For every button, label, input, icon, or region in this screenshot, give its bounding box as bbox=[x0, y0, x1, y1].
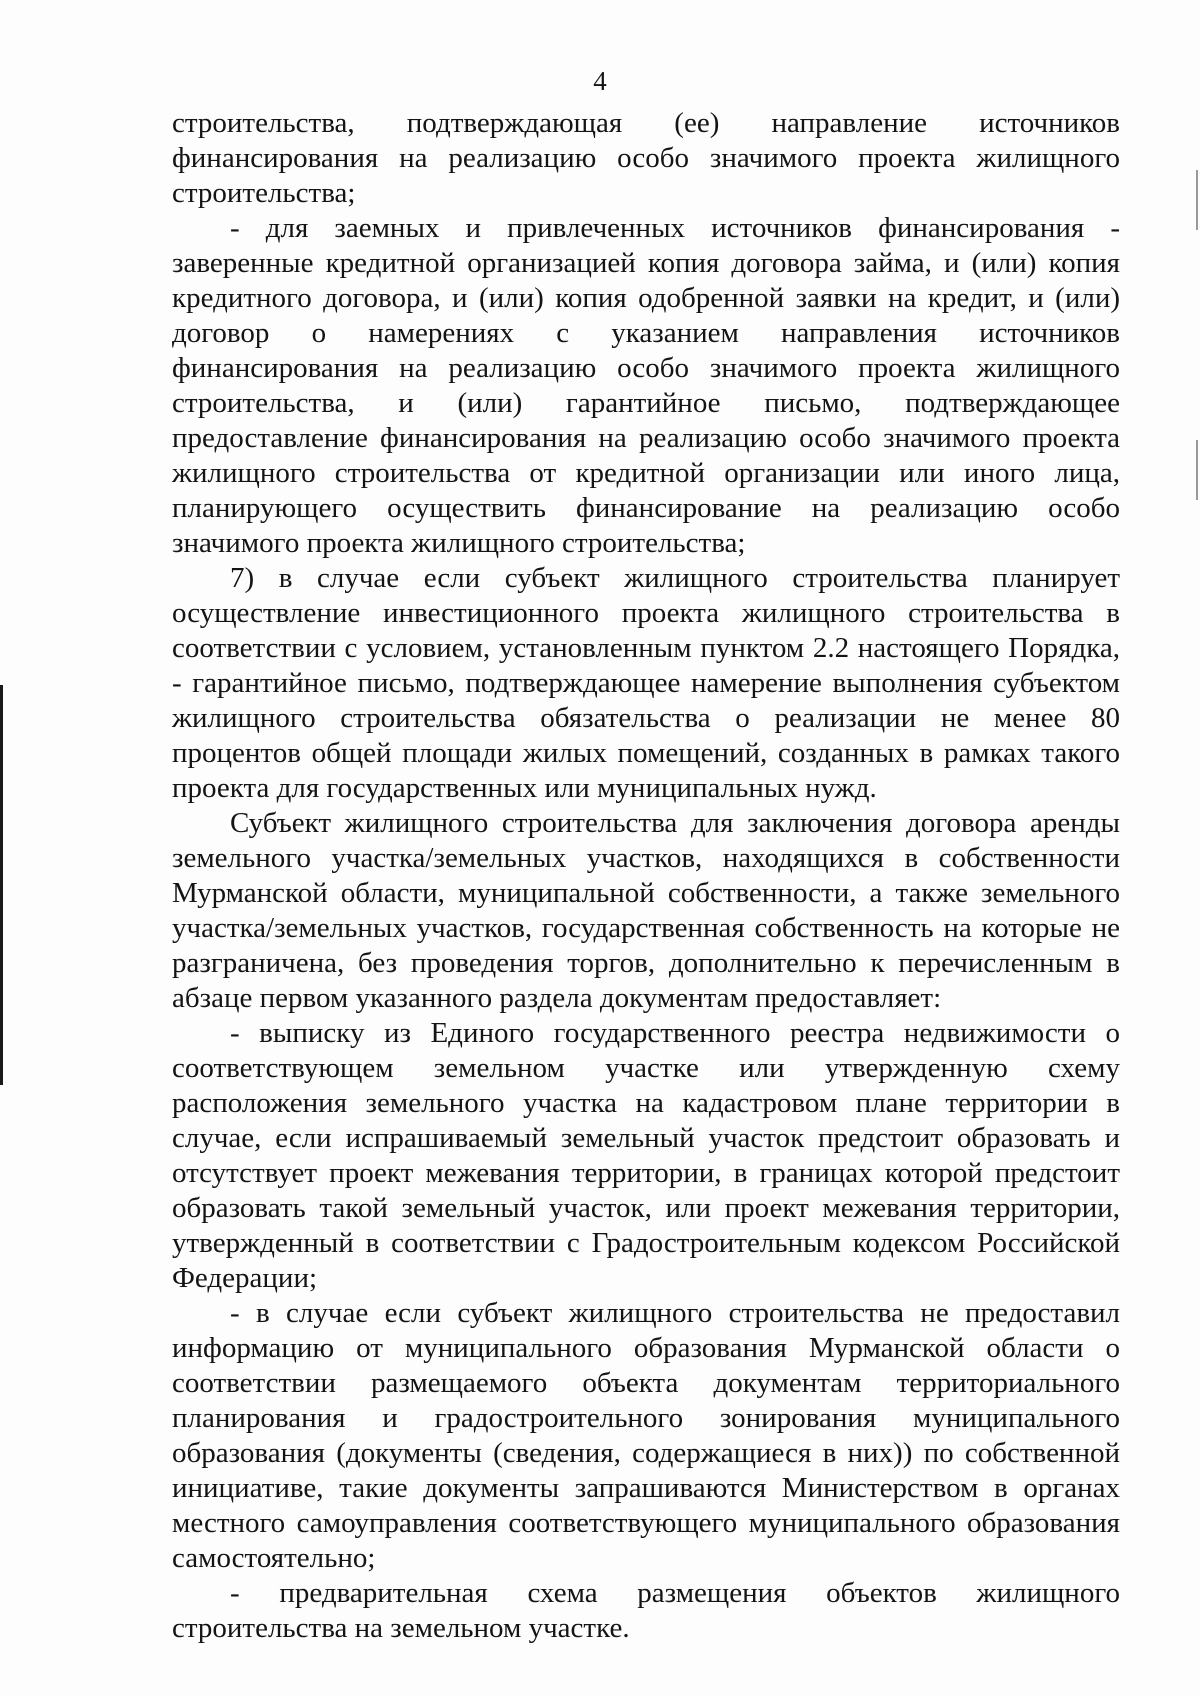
document-body bbox=[172, 106, 1120, 1646]
paragraph-land-lease-requirements: Субъект жилищного строительства для заключения договора аренды земельного участка/земельных участков, находящихся в собственности Мурманской области, муниципальной собственности, а также земельного участка/земельных участков, государственная собственность на которые не разграничена, без проведения торгов, дополнительно к перечисленным в абзаце первом указанного раздела документам предоставляет: bbox=[172, 807, 1120, 1014]
page-number: 4 bbox=[593, 66, 607, 96]
paragraph-borrowed-funds: - для заемных и привлеченных источников финансирования - заверенные кредитной организацией копия договора займа, и (или) копия кредитного договора, и (или) копия одобренной заявки на кредит, и (или) договор о намерениях с указанием направления источников финансирования на реализацию особо значимого проекта жилищного строительства, и (или) гарантийное письмо, подтверждающее предоставление финансирования на реализацию особо значимого проекта жилищного строительства от кредитной организации или иного лица, планирующего осуществить финансирование на реализацию особо значимого проекта жилищного строительства; bbox=[172, 212, 1120, 559]
paragraph-registry-extract: - выписку из Единого государственного реестра недвижимости о соответствующем земельном участке или утвержденную схему расположения земельного участка на кадастровом плане территории в случае, если испрашиваемый земельный участок предстоит образовать и отсутствует проект межевания территории, в границах которой предстоит образовать такой земельный участок, или проект межевания территории, утвержденный в соответствии с Градостроительным кодексом Российской Федерации; bbox=[172, 1017, 1120, 1294]
paragraph-municipal-information: - в случае если субъект жилищного строительства не предоставил информацию от муниципального образования Мурманской области о соответствии размещаемого объекта документам территориального планирования и градостроительного зонирования муниципального образования (документы (сведения, содержащиеся в них)) по собственной инициативе, такие документы запрашиваются Министерством в органах местного самоуправления соответствующего муниципального образования самостоятельно; bbox=[172, 1297, 1120, 1574]
paragraph-item-7-guarantee-letter: 7) в случае если субъект жилищного строительства планирует осуществление инвестиционного проекта жилищного строительства в соответствии с условием, установленным пунктом 2.2 настоящего Порядка, - гарантийное письмо, подтверждающее намерение выполнения субъектом жилищного строительства обязательства о реализации не менее 80 процентов общей площади жилых помещений, созданных в рамках такого проекта для государственных или муниципальных нужд. bbox=[172, 562, 1120, 804]
paragraph-placement-scheme: - предварительная схема размещения объектов жилищного строительства на земельном участке. bbox=[172, 1577, 1120, 1644]
paragraph-financing-confirmation: строительства, подтверждающая (ее) направление источников финансирования на реализацию особо значимого проекта жилищного строительства; bbox=[172, 107, 1120, 209]
scan-edge-mark-left bbox=[0, 685, 3, 1085]
scan-edge-mark-right-top bbox=[1196, 170, 1198, 230]
scan-edge-mark-right-middle bbox=[1196, 440, 1198, 500]
